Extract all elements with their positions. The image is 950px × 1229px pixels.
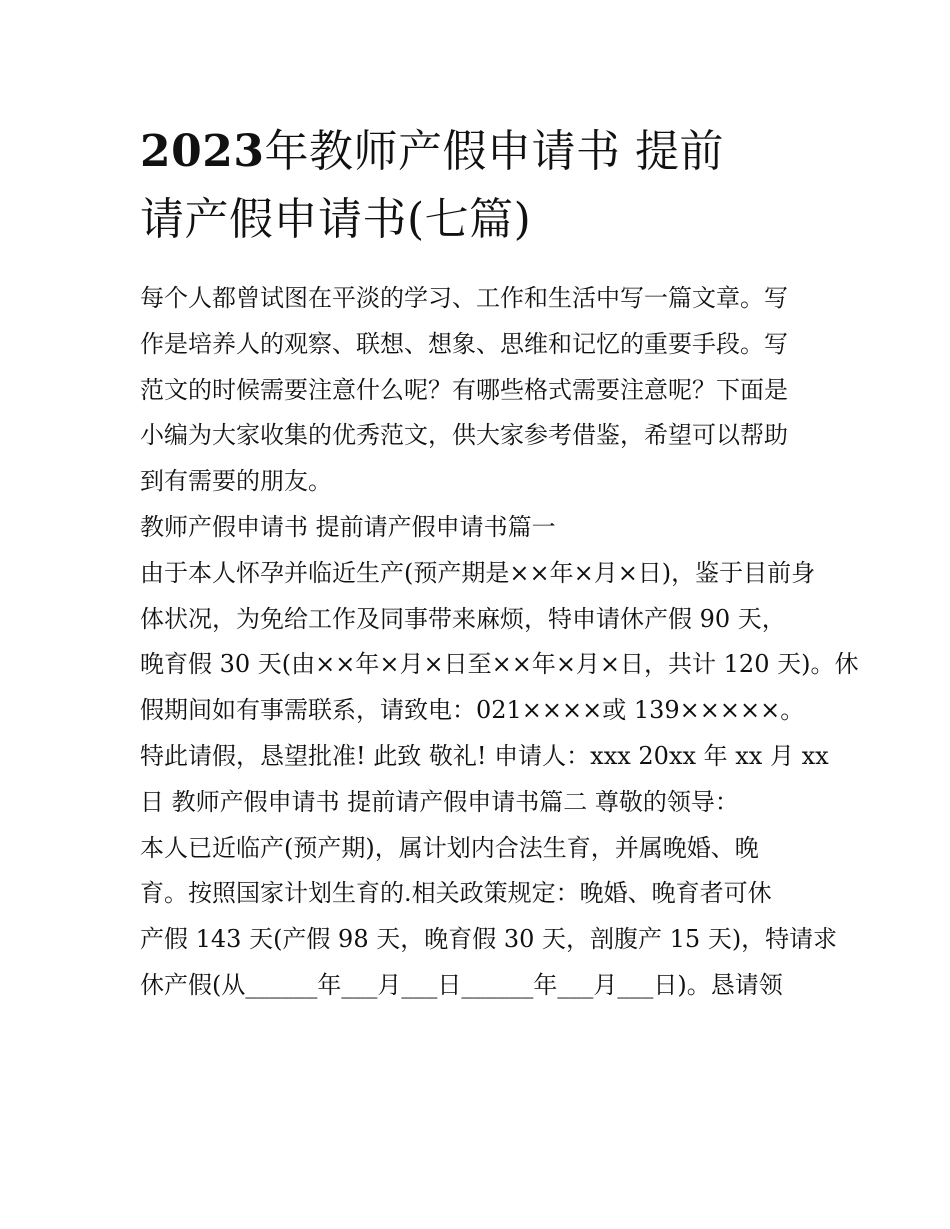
document-title [140, 118, 820, 254]
title-line1: 年教师产假申请书 提前 [264, 126, 724, 177]
body-line: 作是培养人的观察、联想、想象、思维和记忆的重要手段。写 [140, 329, 788, 358]
document-body [140, 276, 859, 1009]
body-line: 假期间如有事需联系，请致电：021××××或 139×××××。 [140, 696, 805, 725]
body-line: 休产假(从______年___月___日______年___月___日)。恳请领 [140, 970, 783, 999]
body-line: 由于本人怀孕并临近生产(预产期是××年×月×日)，鉴于目前身 [140, 558, 816, 587]
title-line2: 请产假申请书(七篇) [140, 194, 532, 245]
body-line: 本人已近临产(预产期)，属计划内合法生育，并属晚婚、晚 [140, 833, 759, 862]
body-line: 晚育假 30 天(由××年×月×日至××年×月×日，共计 120 天)。休 [140, 650, 859, 679]
section-heading: 教师产假申请书 提前请产假申请书篇一 [140, 512, 556, 541]
body-line: 特此请假，恳望批准! 此致 敬礼! 申请人：xxx 20xx 年 xx 月 xx [140, 741, 829, 770]
body-line: 产假 143 天(产假 98 天，晚育假 30 天，剖腹产 15 天)，特请求 [140, 925, 838, 954]
body-line: 体状况，为免给工作及同事带来麻烦，特申请休产假 90 天， [140, 604, 786, 633]
document-page [140, 118, 859, 1009]
body-line: 到有需要的朋友。 [140, 467, 332, 496]
body-line: 日 教师产假申请书 提前请产假申请书篇二 尊敬的领导： [140, 787, 739, 816]
body-line: 育。按照国家计划生育的.相关政策规定：晚婚、晚育者可休 [140, 879, 772, 908]
body-line: 范文的时候需要注意什么呢？有哪些格式需要注意呢？下面是 [140, 375, 788, 404]
body-line: 每个人都曾试图在平淡的学习、工作和生活中写一篇文章。写 [140, 284, 788, 312]
body-line: 小编为大家收集的优秀范文，供大家参考借鉴，希望可以帮助 [140, 421, 788, 450]
title-year: 2023 [140, 126, 265, 177]
